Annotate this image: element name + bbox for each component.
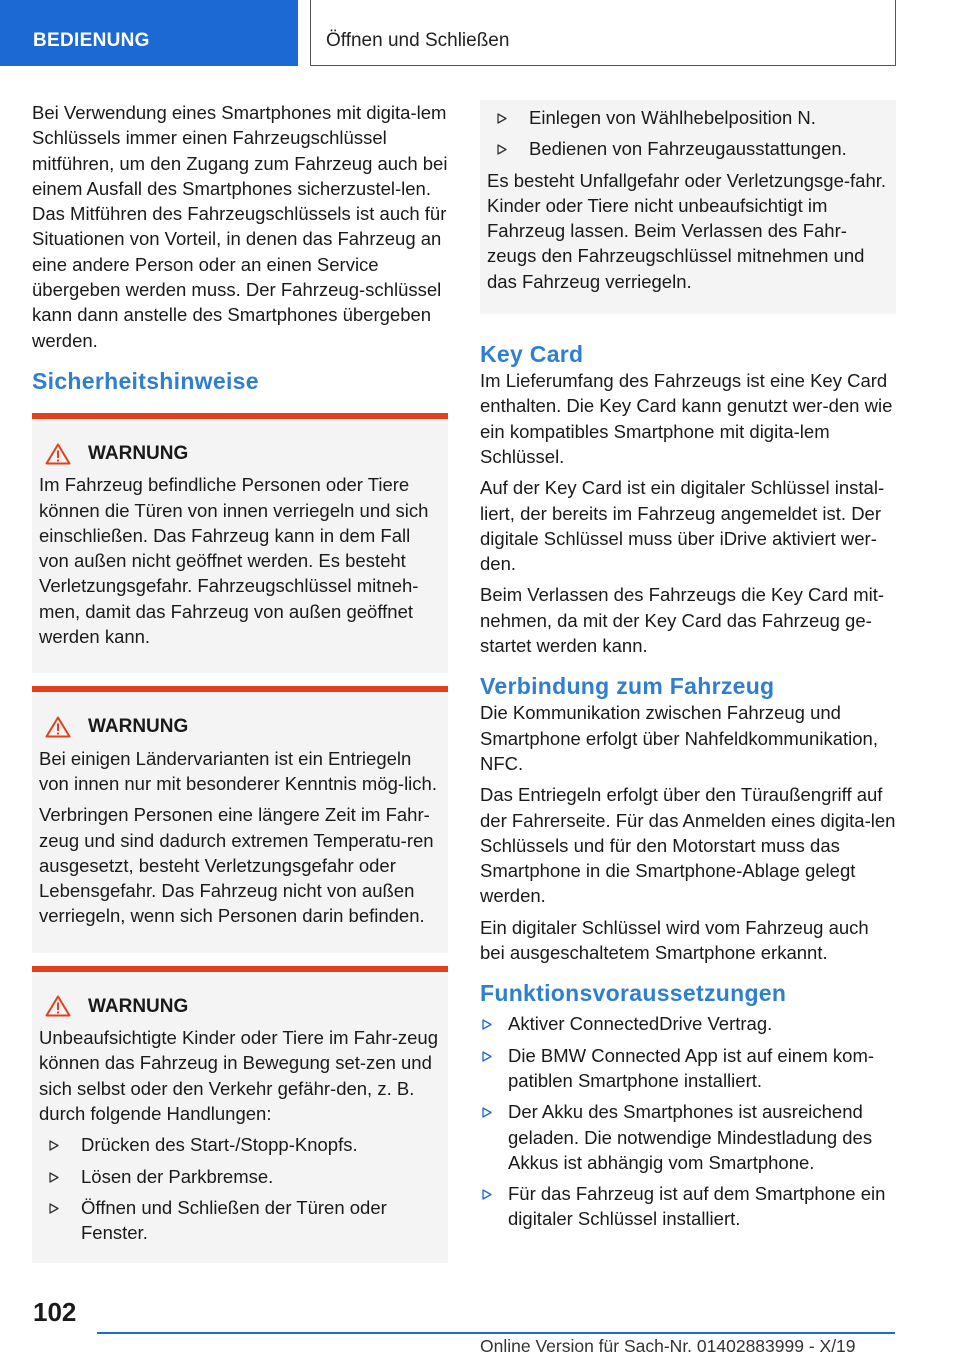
footer-version-text: Online Version für Sach-Nr. 01402883999 - X/19 xyxy=(480,1336,856,1356)
left-column xyxy=(32,100,448,1263)
warning-header xyxy=(39,714,441,739)
warning-text xyxy=(39,472,441,649)
warning-list xyxy=(39,1132,441,1245)
list-item xyxy=(480,1043,896,1094)
safety-heading: Sicherheitshinweise xyxy=(32,367,259,394)
list-item xyxy=(480,1099,896,1175)
list-item xyxy=(487,105,889,130)
warning-paragraph: Unbeaufsichtigte Kinder oder Tiere im Fahr-zeug können das Fahrzeug in Bewegung set-zen und sich selbst oder den Verkehr gefähr-den, z. B. durch folgende Handlungen: xyxy=(39,1027,438,1124)
list-item-text: Aktiver ConnectedDrive Vertrag. xyxy=(508,1013,773,1035)
warning-box-3 xyxy=(32,966,448,1264)
warning-label: WARNUNG xyxy=(88,442,189,464)
keycard-paragraph-3: Beim Verlassen des Fahrzeugs die Key Card mit-nehmen, da mit der Key Card das Fahrzeug ge-startet werden kann. xyxy=(480,584,885,657)
list-item xyxy=(480,1011,896,1036)
warning-triangle-icon xyxy=(45,716,71,738)
list-item xyxy=(39,1164,441,1189)
page-number: 102 xyxy=(33,1297,77,1327)
warning-label: WARNUNG xyxy=(88,716,189,738)
warning-box-1 xyxy=(32,413,448,673)
list-item-text: Drücken des Start-/Stopp-Knopfs. xyxy=(81,1134,358,1156)
triangle-bullet-icon xyxy=(482,1019,492,1030)
warning-header xyxy=(39,994,441,1019)
list-item-text: Lösen der Parkbremse. xyxy=(81,1165,274,1187)
footer-divider xyxy=(97,1332,895,1334)
warning-header xyxy=(39,441,441,466)
requirements-list xyxy=(480,1011,896,1231)
intro-paragraph: Bei Verwendung eines Smartphones mit digita-lem Schlüssels immer einen Fahrzeugschlüssel mitführen, um den Zugang zum Fahrzeug auch bei einem Ausfall des Smartphones sicherzustel-len. Das Mitführen des Fahrzeugschlüssels ist auch für Situationen von Vorteil, in denen das Fahrzeug an eine andere Person oder an einen Service übergeben werden muss. Der Fahrzeug-schlüssel kann dann anstelle des Smartphones übergeben werden. xyxy=(32,102,448,351)
keycard-paragraph-2: Auf der Key Card ist ein digitaler Schlüssel instal-liert, der bereits im Fahrzeug angemeldet ist. Der digitale Schlüssel muss über iDrive aktiviert wer-den. xyxy=(480,477,885,575)
warning-paragraph: Es besteht Unfallgefahr oder Verletzungsge-fahr. Kinder oder Tiere nicht unbeaufsichtigt im Fahrzeug lassen. Beim Verlassen des Fahr-zeugs den Fahrzeugschlüssel mitnehmen und das Fahrzeug verriegeln. xyxy=(487,169,887,292)
list-item xyxy=(480,1181,896,1232)
keycard-paragraph-1: Im Lieferumfang des Fahrzeugs ist eine Key Card enthalten. Die Key Card kann genutzt wer-den wie ein kompatibles Smartphone mit digita-lem Schlüssel. xyxy=(480,370,893,467)
warning-paragraph: Verbringen Personen eine längere Zeit im Fahr-zeug und sind dadurch extremen Temperatu-ren ausgesetzt, besteht Verletzungsgefahr oder Lebensgefahr. Das Fahrzeug nicht von außen verriegeln, wenn sich Personen darin befinden. xyxy=(39,804,434,927)
warning-box-2 xyxy=(32,686,448,952)
warning-paragraph: Im Fahrzeug befindliche Personen oder Tiere können die Türen von innen verriegeln und sich einschließen. Das Fahrzeug kann in dem Fall von außen nicht geöffnet werden. Es besteht Verletzungsgefahr. Fahrzeugschlüssel mitneh-men, damit das Fahrzeug von außen geöffnet werden kann. xyxy=(39,474,429,648)
requirements-heading: Funktionsvoraussetzungen xyxy=(480,980,787,1007)
list-item xyxy=(39,1132,441,1157)
triangle-bullet-icon xyxy=(49,1140,59,1151)
triangle-bullet-icon xyxy=(482,1051,492,1062)
warning-continuation-box xyxy=(480,100,896,314)
triangle-bullet-icon xyxy=(482,1107,492,1118)
list-item xyxy=(487,136,889,161)
triangle-bullet-icon xyxy=(49,1172,59,1183)
list-item-text: Öffnen und Schließen der Türen oder Fenster. xyxy=(81,1196,387,1244)
page-header xyxy=(0,0,960,66)
list-item-text: Die BMW Connected App ist auf einem kom-patiblen Smartphone installiert. xyxy=(508,1044,875,1091)
warning-text xyxy=(39,746,441,929)
list-item-text: Für das Fahrzeug ist auf dem Smartphone ein digitaler Schlüssel installiert. xyxy=(508,1183,886,1230)
chapter-title: Öffnen und Schließen xyxy=(310,0,896,66)
section-label: BEDIENUNG xyxy=(0,0,298,66)
warning-continued-list xyxy=(487,105,889,162)
triangle-bullet-icon xyxy=(482,1189,492,1200)
warning-triangle-icon xyxy=(45,995,71,1017)
warning-triangle-icon xyxy=(45,443,71,465)
warning-label: WARNUNG xyxy=(88,995,189,1017)
connection-paragraph-1: Die Kommunikation zwischen Fahrzeug und Smartphone erfolgt über Nahfeldkommunikation, NFC. xyxy=(480,702,878,774)
warning-text xyxy=(39,1025,441,1245)
triangle-bullet-icon xyxy=(49,1203,59,1214)
triangle-bullet-icon xyxy=(497,144,507,155)
keycard-heading: Key Card xyxy=(480,341,584,368)
right-column xyxy=(480,100,896,1238)
connection-paragraph-3: Ein digitaler Schlüssel wird vom Fahrzeug auch bei ausgeschaltetem Smartphone erkannt. xyxy=(480,916,869,964)
warning-paragraph: Bei einigen Ländervarianten ist ein Entriegeln von innen nur mit besonderer Kenntnis mög-lich. xyxy=(39,747,437,794)
list-item-text: Einlegen von Wählhebelposition N. xyxy=(529,107,816,128)
list-item-text: Der Akku des Smartphones ist ausreichend geladen. Die notwendige Mindestladung des Akkus ist abhängig vom Smartphone. xyxy=(508,1101,873,1173)
list-item-text: Bedienen von Fahrzeugausstattungen. xyxy=(529,138,847,160)
connection-heading: Verbindung zum Fahrzeug xyxy=(480,673,775,700)
triangle-bullet-icon xyxy=(497,113,507,124)
list-item xyxy=(39,1195,441,1246)
connection-paragraph-2: Das Entriegeln erfolgt über den Türaußengriff auf der Fahrerseite. Für das Anmelden eines digita-len Schlüssels und für den Motorstart muss das Smartphone in die Smartphone-Ablage gelegt werden. xyxy=(480,784,896,907)
